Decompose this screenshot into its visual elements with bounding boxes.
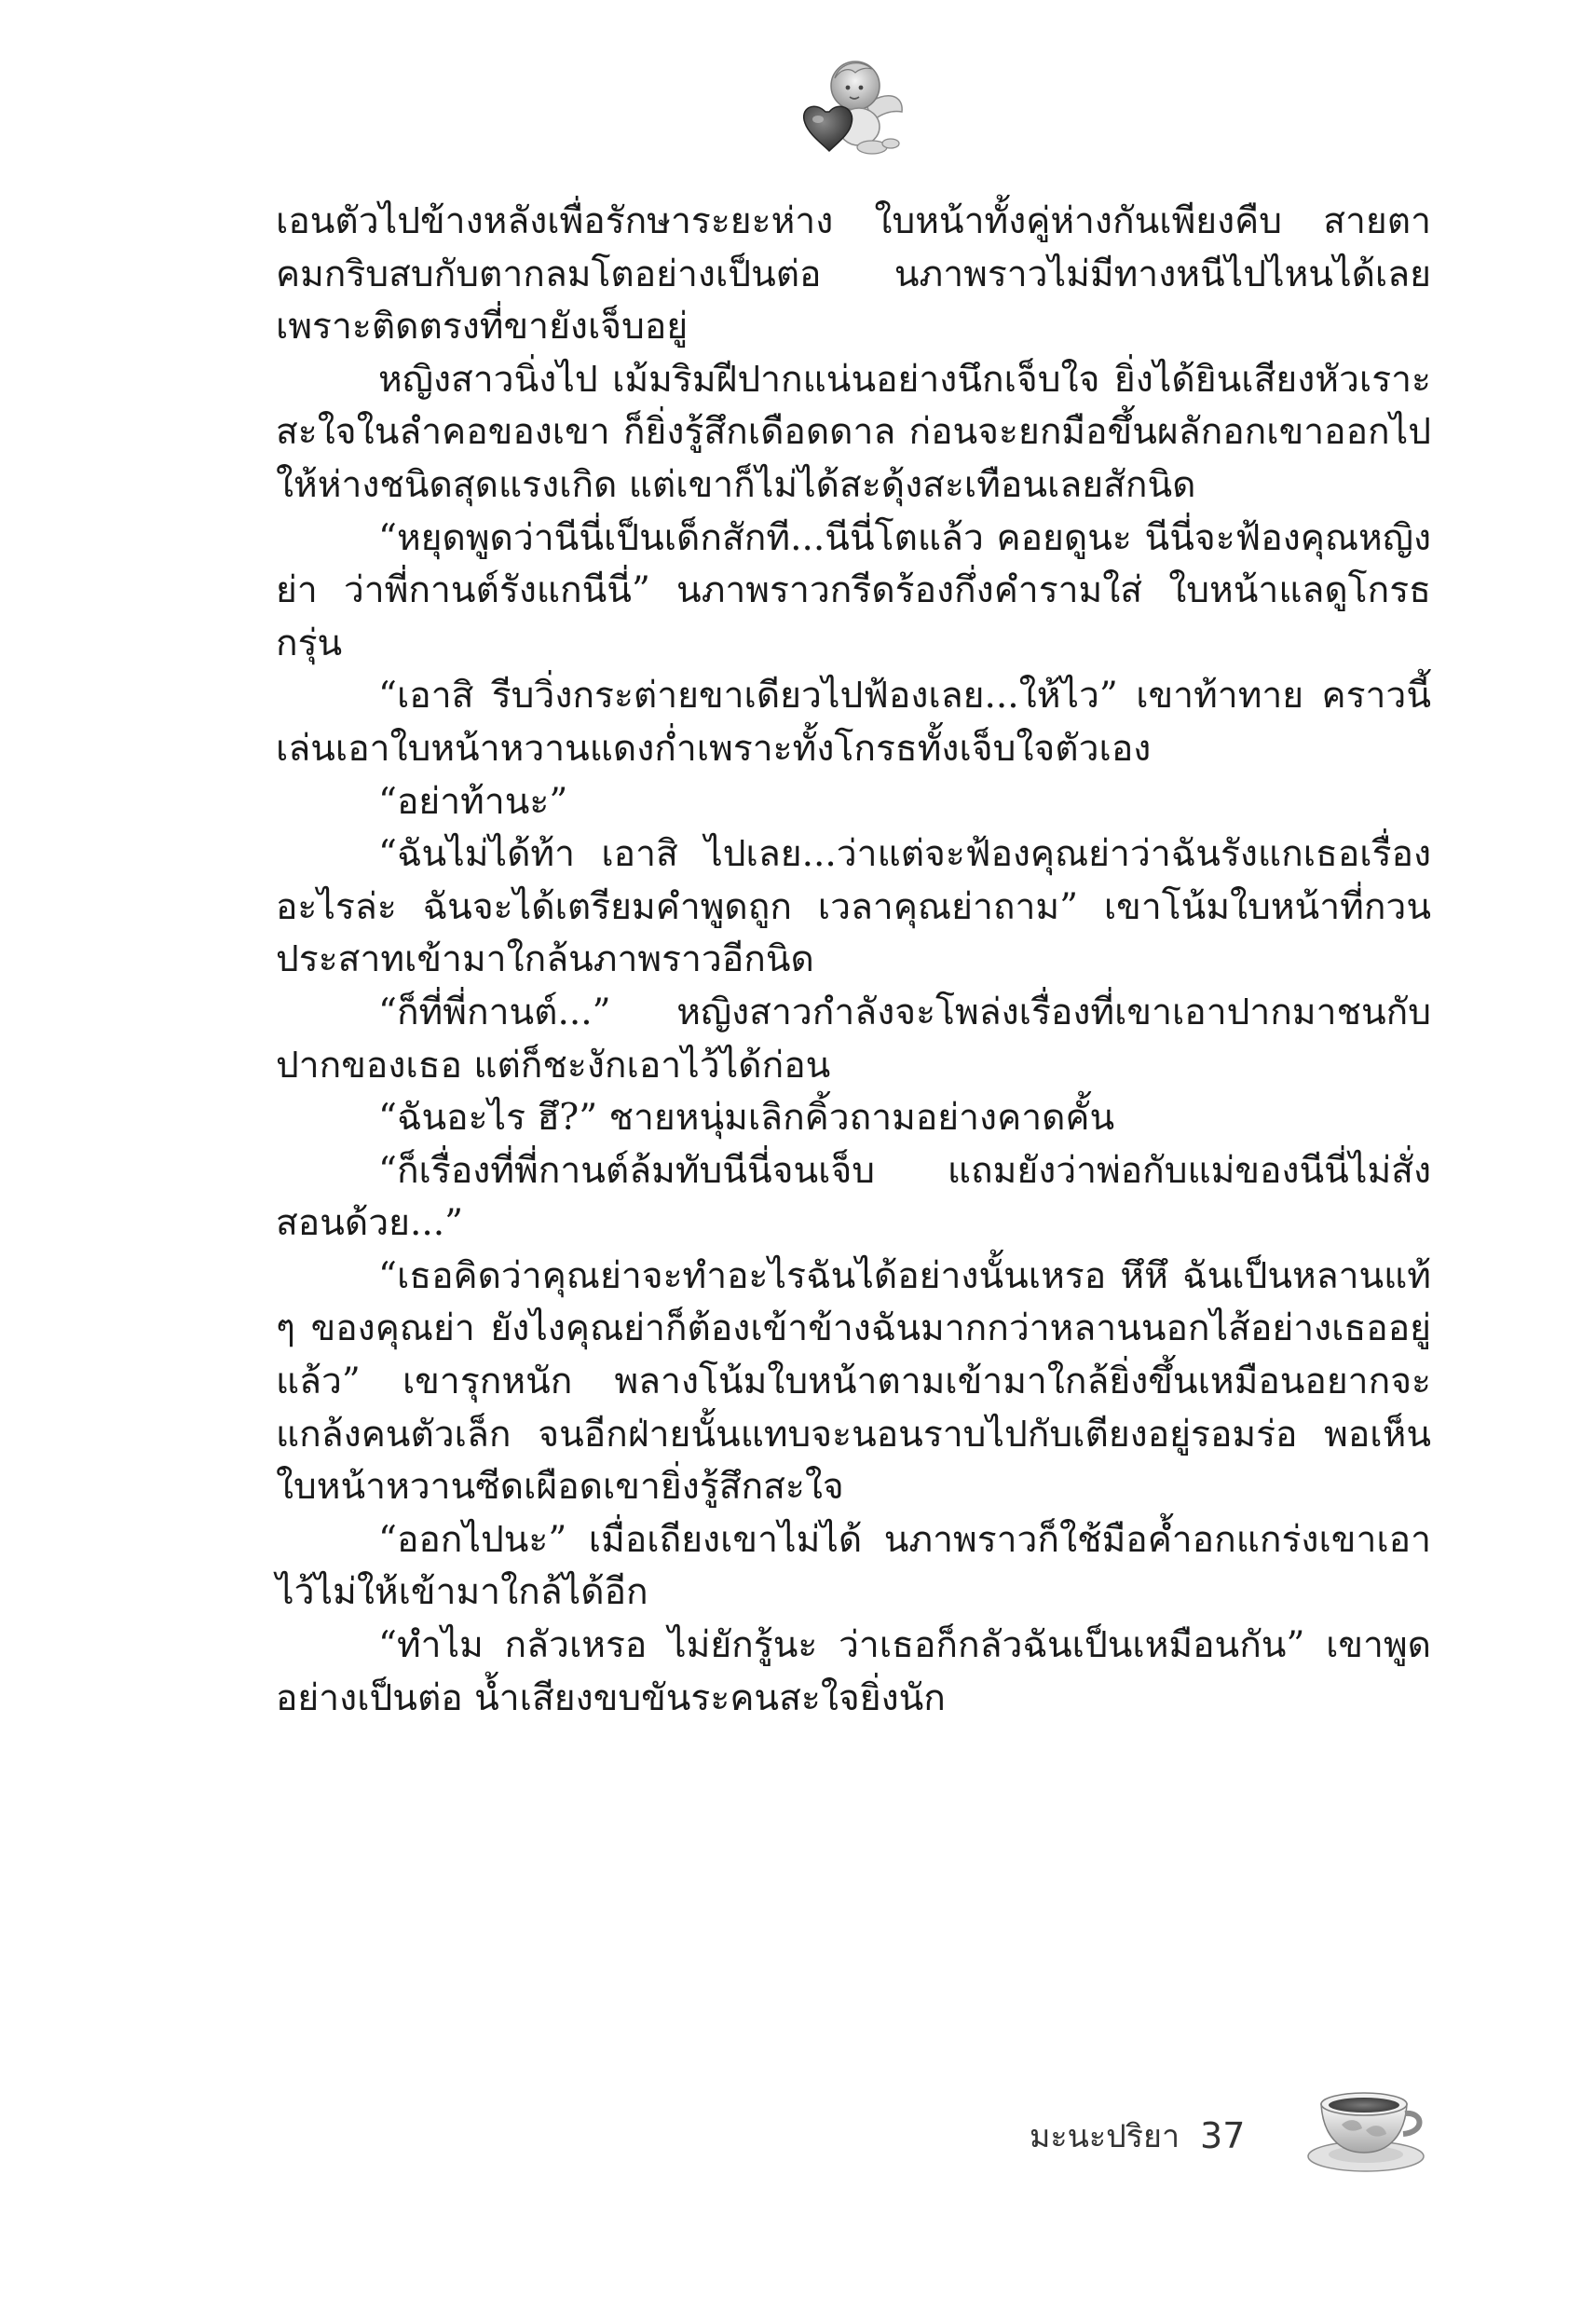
page-footer bbox=[1030, 2108, 1245, 2164]
cherub-with-heart-icon bbox=[794, 54, 909, 164]
paragraph-1: เอนตัวไปข้างหลังเพื่อรักษาระยะห่าง ใบหน้าทั้งคู่ห่างกันเพียงคืบ สายตาคมกริบสบกับตากลมโตอย่างเป็นต่อ นภาพราวไม่มีทางหนีไปไหนได้เลยเพราะติดตรงที่ขายังเจ็บอยู่ bbox=[276, 200, 1431, 349]
paragraph-8: “ฉันอะไร ฮึ?” ชายหนุ่มเลิกคิ้วถามอย่างคาดคั้น bbox=[378, 1097, 1115, 1140]
paragraph-4: “เอาสิ รีบวิ่งกระต่ายขาเดียวไปฟ้องเลย...ให้ไว” เขาท้าทาย คราวนี้เล่นเอาใบหน้าหวานแดงก่ำเพราะทั้งโกรธทั้งเจ็บใจตัวเอง bbox=[276, 675, 1431, 770]
page-number: 37 bbox=[1200, 2115, 1246, 2156]
author-name: มะนะปริยา bbox=[1030, 2118, 1180, 2155]
paragraph-5: “อย่าท้านะ” bbox=[378, 780, 568, 823]
paragraph-11: “ออกไปนะ” เมื่อเถียงเขาไม่ได้ นภาพราวก็ใช้มือค้ำอกแกร่งเขาเอาไว้ไม่ให้เข้ามาใกล้ได้อีก bbox=[276, 1518, 1431, 1614]
teacup-icon bbox=[1304, 2076, 1427, 2177]
paragraph-9: “ก็เรื่องที่พี่กานต์ล้มทับนีนี่จนเจ็บ แถมยังว่าพ่อกับแม่ของนีนี่ไม่สั่งสอนด้วย...” bbox=[276, 1149, 1431, 1245]
paragraph-10: “เธอคิดว่าคุณย่าจะทำอะไรฉันได้อย่างนั้นเหรอ หึหึ ฉันเป็นหลานแท้ ๆ ของคุณย่า ยังไงคุณย่าก็ต้องเข้าข้างฉันมากกว่าหลานนอกไส้อย่างเธออยู่แล้ว” เขารุกหนัก พลางโน้มใบหน้าตามเข้ามาใกล้ยิ่งขึ้นเหมือนอยากจะแกล้งคนตัวเล็ก จนอีกฝ่ายนั้นแทบจะนอนราบไปกับเตียงอยู่รอมร่อ พอเห็นใบหน้าหวานซีดเผือดเขายิ่งรู้สึกสะใจ bbox=[276, 1254, 1431, 1509]
paragraph-2: หญิงสาวนิ่งไป เม้มริมฝีปากแน่นอย่างนึกเจ็บใจ ยิ่งได้ยินเสียงหัวเราะสะใจในลำคอของเขา ก็ยิ่งรู้สึกเดือดดาล ก่อนจะยกมือขึ้นผลักอกเขาออกไปให้ห่างชนิดสุดแรงเกิด แต่เขาก็ไม่ได้สะดุ้งสะเทือนเลยสักนิด bbox=[276, 358, 1431, 506]
paragraph-12: “ทำไม กลัวเหรอ ไม่ยักรู้นะ ว่าเธอก็กลัวฉันเป็นเหมือนกัน” เขาพูดอย่างเป็นต่อ น้ำเสียงขบขันระคนสะใจยิ่งนัก bbox=[276, 1624, 1431, 1719]
paragraph-7: “ก็ที่พี่กานต์...” หญิงสาวกำลังจะโพล่งเรื่องที่เขาเอาปากมาชนกับปากของเธอ แต่ก็ชะงักเอาไว้ได้ก่อน bbox=[276, 991, 1431, 1087]
body-text bbox=[276, 196, 1431, 1725]
paragraph-3: “หยุดพูดว่านีนี่เป็นเด็กสักที...นีนี่โตแล้ว คอยดูนะ นีนี่จะฟ้องคุณหญิงย่า ว่าพี่กานต์รังแกนีนี่” นภาพราวกรีดร้องกึ่งคำรามใส่ ใบหน้าแลดูโกรธกรุ่น bbox=[276, 516, 1431, 664]
paragraph-6: “ฉันไม่ได้ท้า เอาสิ ไปเลย...ว่าแต่จะฟ้องคุณย่าว่าฉันรังแกเธอเรื่องอะไรล่ะ ฉันจะได้เตรียมคำพูดถูก เวลาคุณย่าถาม” เขาโน้มใบหน้าที่กวนประสาทเข้ามาใกล้นภาพราวอีกนิด bbox=[276, 833, 1431, 981]
